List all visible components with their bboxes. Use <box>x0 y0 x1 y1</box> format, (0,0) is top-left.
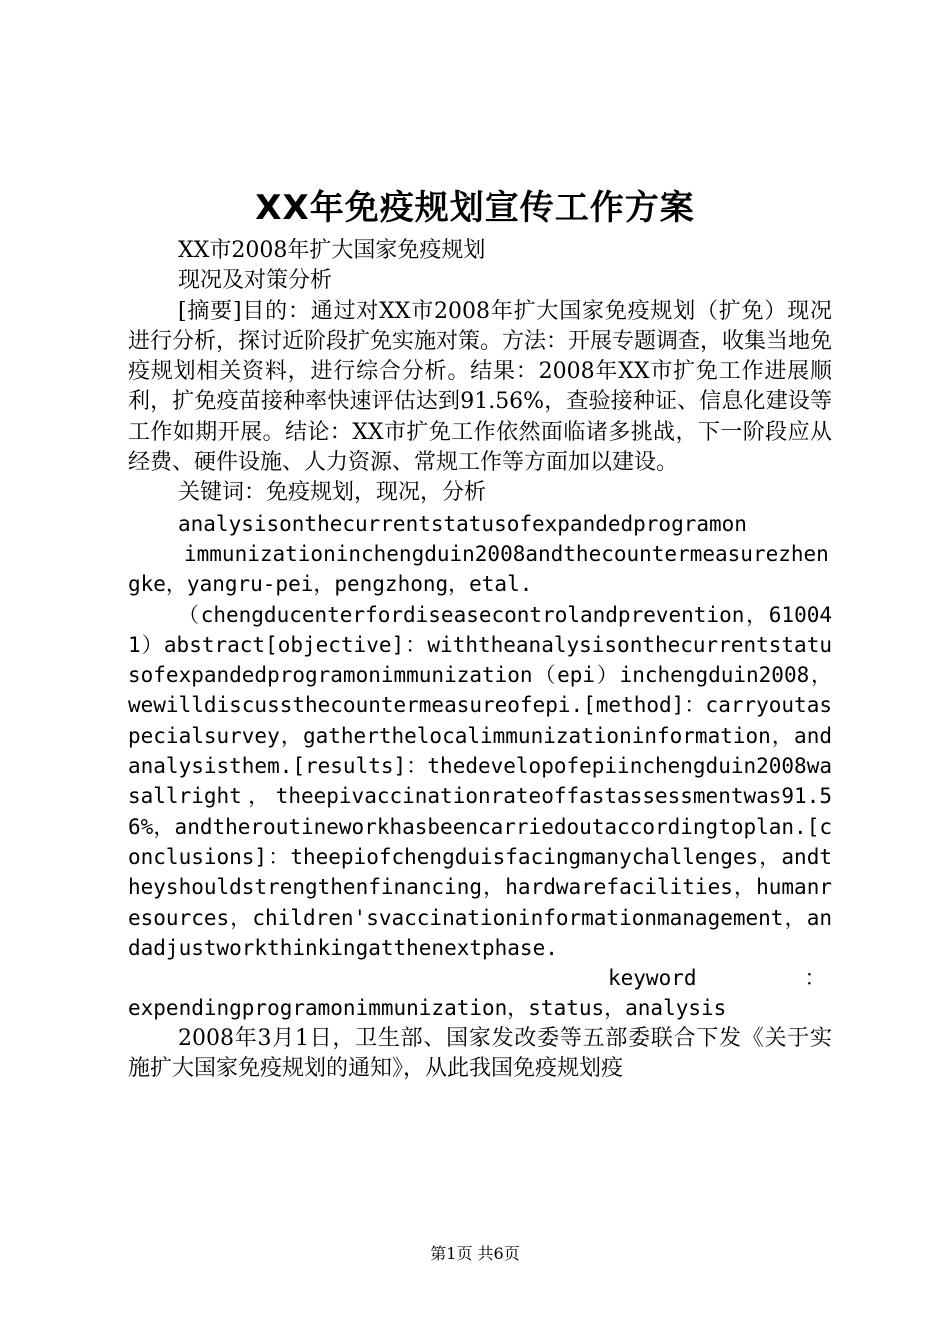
paragraph-abstract-cn: [摘要]目的：通过对XX市2008年扩大国家免疫规划（扩免）现况进行分析，探讨近阶段扩免实施对策。方法：开展专题调查，收集当地免疫规划相关资料，进行综合分析。结果：2008年XX市扩免工作进展顺利，扩免疫苗接种率快速评估达到91.56%，查验接种证、信息化建设等工作如期开展。结论：XX市扩免工作依然面临诸多挑战，下一阶段应从经费、硬件设施、人力资源、常规工作等方面加以建设。 <box>128 298 833 476</box>
paragraph-keywords-cn: 关键词：免疫规划，现况，分析 <box>178 480 487 506</box>
keyword-colon: ： <box>804 966 826 991</box>
keyword-text: expendingprogramonimmunization，status，analysis <box>128 996 727 1021</box>
page-footer: 第1页 共6页 <box>430 1244 520 1263</box>
paragraph-en-title-2: immunizationinchengduin2008andthecountermeasurezhengke，yangru-pei，pengzhong，etal. <box>128 541 829 597</box>
document-title: XX年免疫规划宣传工作方案 <box>255 188 695 228</box>
paragraph-en-title-1: analysisonthecurrentstatusofexpandedprogramon <box>178 511 747 536</box>
paragraph-body-start: 2008年3月1日，卫生部、国家发改委等五部委联合下发《关于实施扩大国家免疫规划的通知》，从此我国免疫规划疫 <box>128 1025 832 1082</box>
keyword-label: keyword <box>608 966 697 991</box>
document-body <box>128 236 832 1084</box>
paragraph-keyword-en <box>128 963 832 1024</box>
paragraph-subtitle-2: 现况及对策分析 <box>178 268 333 294</box>
paragraph-abstract-en: （chengducenterfordiseasecontrolandprevention，610041）abstract[objective]：withtheanalysisonthecurrentstatusofexpandedprogramonimmunization（epi）inchengduin2008，wewilldiscussthecountermeasureofepi.[method]：carryoutaspecialsurvey，gatherthelocalimmunizationinformation，andanalysisthem.[results]：thedevelopofepiinchengduin2008wasallright，theepivaccinationrateoffastassessmentwas91.56%，andtheroutineworkhasbeencarriedoutaccordingtoplan.[conclusions]：theepiofchengduisfacingmanychallenges，andtheyshouldstrengthenfinancing，hardwarefacilities，humanresources，children'svaccinationinformationmanagement，andadjustworkthinkingatthenextphase. <box>128 602 832 960</box>
paragraph-subtitle-1: XX市2008年扩大国家免疫规划 <box>178 238 486 263</box>
